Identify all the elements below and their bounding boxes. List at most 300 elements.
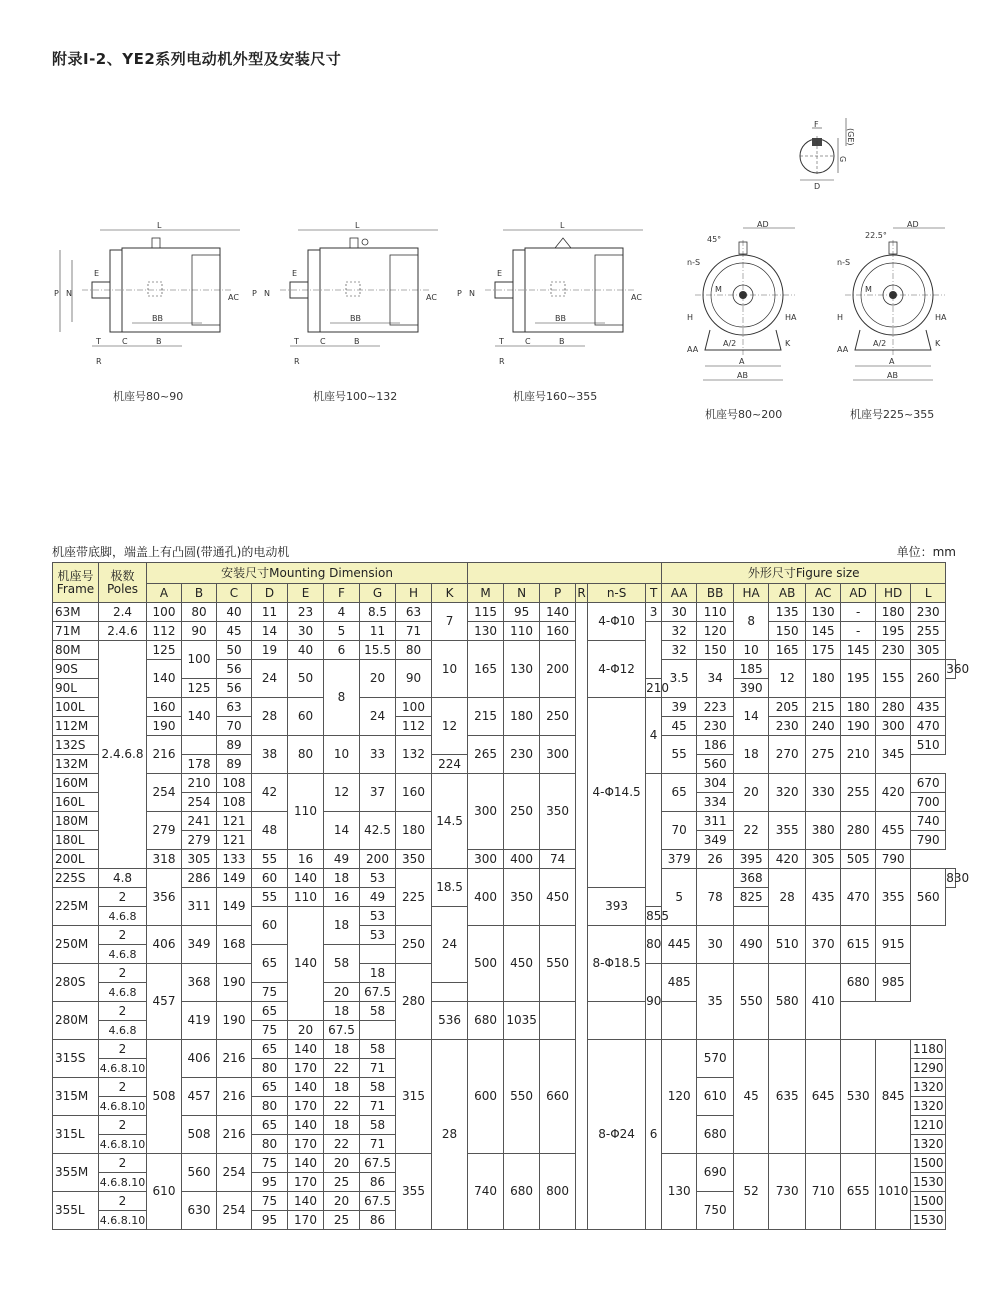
table-cell: 112: [147, 622, 182, 641]
table-cell: 400: [468, 869, 504, 926]
table-cell: 210: [841, 736, 876, 774]
front-view-diagram-225-355: [835, 220, 955, 390]
table-cell: 536: [432, 1002, 468, 1040]
table-cell: 2: [99, 964, 147, 983]
table-cell: 58: [360, 1002, 396, 1021]
table-cell: 530: [841, 1040, 876, 1154]
table-cell: 470: [911, 717, 946, 736]
table-cell: 260: [911, 660, 946, 698]
label-ge: (GE): [846, 128, 855, 146]
table-cell: 140: [288, 1154, 324, 1173]
table-cell: 165: [468, 641, 504, 698]
table-cell: 63: [217, 698, 252, 717]
table-cell: 20: [288, 1021, 324, 1040]
table-cell: 67.5: [324, 1021, 360, 1040]
table-cell: 130: [504, 641, 540, 698]
table-cell: 71: [360, 1097, 396, 1116]
header-col-r: R: [576, 584, 588, 603]
table-cell: 355L: [53, 1192, 99, 1230]
table-cell: 318: [147, 850, 182, 869]
table-cell: 67.5: [360, 1154, 396, 1173]
table-cell: 2.4: [99, 603, 147, 622]
table-cell: 170: [288, 1211, 324, 1230]
table-cell: 108: [217, 774, 252, 793]
table-cell: 560: [697, 755, 734, 774]
table-cell: 28: [432, 1040, 468, 1230]
table-row: [53, 698, 956, 717]
table-cell: 33: [360, 736, 396, 774]
table-cell: 160M: [53, 774, 99, 793]
table-cell: 8: [324, 660, 360, 736]
table-cell: 1530: [911, 1173, 946, 1192]
table-cell: 28: [252, 698, 288, 736]
table-cell: 80: [396, 641, 432, 660]
table-cell: 150: [769, 622, 806, 641]
table-cell: 63M: [53, 603, 99, 622]
table-cell: 4.8: [99, 869, 147, 888]
table-cell: 655: [841, 1154, 876, 1230]
label-c: C: [320, 337, 326, 346]
table-cell: 71: [360, 1059, 396, 1078]
table-cell: 53: [360, 907, 396, 926]
table-cell: 18.5: [432, 869, 468, 907]
table-cell: 580: [769, 964, 806, 1040]
table-cell: 350: [540, 774, 576, 850]
table-cell: 89: [217, 755, 252, 774]
header-col-l: L: [911, 584, 946, 603]
table-cell: 4: [646, 698, 662, 774]
header-frame: 机座号 Frame: [53, 563, 99, 603]
table-cell: 680: [468, 1002, 504, 1040]
table-cell: 30: [662, 603, 697, 622]
table-cell: 190: [217, 1002, 252, 1040]
table-cell: 550: [504, 1040, 540, 1154]
table-cell: 80: [182, 603, 217, 622]
table-cell: 58: [360, 1040, 396, 1059]
table-cell: 60: [288, 698, 324, 736]
table-cell: 110: [288, 888, 324, 907]
table-cell: 110: [504, 622, 540, 641]
table-cell: 130: [662, 1154, 697, 1230]
table-cell: 130: [806, 603, 841, 622]
table-cell: 180: [396, 812, 432, 850]
table-cell: 20: [324, 983, 360, 1002]
table-cell: 149: [217, 869, 252, 888]
table-cell: 56: [217, 679, 252, 698]
table-cell: 20: [324, 1192, 360, 1211]
table-cell: 355: [769, 812, 806, 850]
table-cell: 255: [841, 774, 876, 812]
table-cell: 360: [946, 660, 956, 679]
table-cell: 20: [734, 774, 769, 812]
table-cell: 60: [252, 869, 288, 888]
table-cell: 320: [769, 774, 806, 812]
table-cell: 1035: [504, 1002, 540, 1040]
table-cell: 32: [662, 641, 697, 660]
table-row: [53, 603, 956, 622]
table-cell: 165: [769, 641, 806, 660]
table-cell: 160: [396, 774, 432, 812]
table-cell: 230: [876, 641, 911, 660]
table-cell: 195: [876, 622, 911, 641]
table-cell: 395: [734, 850, 769, 869]
header-col-m: M: [468, 584, 504, 603]
table-cell: 45: [662, 717, 697, 736]
label-b: B: [559, 337, 565, 346]
table-cell: 135: [769, 603, 806, 622]
table-cell: 71M: [53, 622, 99, 641]
header-col-bb: BB: [697, 584, 734, 603]
header-row: [53, 584, 956, 603]
table-cell: 200: [360, 850, 396, 869]
table-cell: 225S: [53, 869, 99, 888]
label-d: D: [814, 182, 821, 191]
table-cell: 455: [876, 812, 911, 850]
table-cell: 280: [876, 698, 911, 717]
header-col-g: G: [360, 584, 396, 603]
table-cell: 305: [806, 850, 841, 869]
table-cell: 406: [182, 1040, 217, 1078]
table-row: [53, 1040, 956, 1059]
table-cell: 680: [697, 1116, 734, 1154]
table-cell: 205: [769, 698, 806, 717]
table-cell: 1210: [911, 1116, 946, 1135]
table-cell: 2.4.6.8: [99, 641, 147, 869]
header-col-n: N: [504, 584, 540, 603]
table-cell: 845: [876, 1040, 911, 1154]
header-col-t: T: [646, 584, 662, 603]
table-cell: 140: [182, 698, 217, 736]
table-cell: 4.6.8.10: [99, 1097, 147, 1116]
table-cell: 74: [540, 850, 576, 869]
table-cell: 140: [147, 660, 182, 698]
table-cell: 2: [99, 1192, 147, 1211]
table-cell: 230: [504, 736, 540, 774]
header-col-h: H: [396, 584, 432, 603]
table-cell: 406: [147, 926, 182, 964]
table-cell: 379: [662, 850, 697, 869]
table-cell: 90L: [53, 679, 99, 698]
label-m: M: [715, 285, 722, 294]
table-cell: 14: [252, 622, 288, 641]
table-cell: 112M: [53, 717, 99, 736]
table-cell: 730: [769, 1154, 806, 1230]
label-c: C: [525, 337, 531, 346]
table-cell: 108: [217, 793, 252, 812]
label-r: R: [96, 357, 102, 366]
label-a-half: A/2: [723, 339, 737, 348]
table-cell: 180: [876, 603, 911, 622]
table-cell: 132: [396, 736, 432, 774]
table-cell: 265: [468, 736, 504, 774]
table-cell: 52: [734, 1154, 769, 1230]
table-cell: 370: [806, 926, 841, 964]
table-cell: 2: [99, 888, 147, 907]
table-cell: 80: [288, 736, 324, 774]
table-cell: 680: [841, 964, 876, 1002]
table-cell: 4-Φ14.5: [588, 698, 646, 888]
table-cell: 510: [911, 736, 946, 755]
table-cell: 24: [360, 698, 396, 736]
table-cell: 2: [99, 926, 147, 945]
side-view-diagram-80-90: [52, 220, 237, 370]
table-cell: 186: [697, 736, 734, 755]
table-cell: 250: [504, 774, 540, 850]
label-n: N: [264, 289, 270, 298]
table-cell: 241: [182, 812, 217, 831]
table-row: [53, 641, 956, 660]
table-cell: 133: [217, 850, 252, 869]
caption-frame-225-355: 机座号225~355: [850, 408, 935, 421]
table-cell: 80: [252, 1097, 288, 1116]
table-cell: 255: [911, 622, 946, 641]
table-cell: 12: [432, 698, 468, 755]
header-col-aa: AA: [662, 584, 697, 603]
table-cell: 56: [217, 660, 252, 679]
table-cell: 4.6.8: [99, 945, 147, 964]
table-cell: 380: [806, 812, 841, 850]
table-cell: 740: [468, 1154, 504, 1230]
table-cell: 140: [288, 869, 324, 888]
table-cell: 450: [540, 869, 576, 926]
table-cell: 200: [540, 641, 576, 698]
shaft-detail-diagram: [790, 118, 860, 193]
table-cell: 65: [662, 774, 697, 812]
header-col-k: K: [432, 584, 468, 603]
table-cell: 4.6.8.10: [99, 1135, 147, 1154]
table-cell: 125: [147, 641, 182, 660]
table-cell: 140: [288, 907, 324, 1021]
header-col-e: E: [288, 584, 324, 603]
table-cell: 254: [217, 1154, 252, 1192]
table-cell: 6: [324, 641, 360, 660]
label-c: C: [122, 337, 128, 346]
header-col-hd: HD: [876, 584, 911, 603]
table-cell: 100: [396, 698, 432, 717]
table-cell: 65: [252, 1040, 288, 1059]
label-bb: BB: [152, 314, 163, 323]
table-cell: 254: [217, 1192, 252, 1230]
label-bb: BB: [350, 314, 361, 323]
table-cell: 1500: [911, 1192, 946, 1211]
table-row: [53, 622, 956, 641]
table-cell: 180: [841, 698, 876, 717]
table-cell: 825: [734, 888, 769, 907]
table-cell: 38: [252, 736, 288, 774]
table-cell: 190: [217, 964, 252, 1002]
table-cell: 78: [697, 869, 734, 926]
table-cell: 5: [324, 622, 360, 641]
table-cell: 740: [911, 812, 946, 831]
label-e: E: [292, 269, 298, 278]
table-row: [53, 1154, 956, 1173]
table-cell: [576, 603, 588, 1230]
label-l: L: [157, 221, 162, 230]
table-cell: 223: [697, 698, 734, 717]
table-cell: 250M: [53, 926, 99, 964]
front-view-diagram-80-200: [685, 220, 805, 390]
table-cell: 175: [806, 641, 841, 660]
table-cell: 2: [99, 1040, 147, 1059]
table-cell: 180: [504, 698, 540, 736]
table-cell: 80: [646, 926, 662, 964]
table-cell: 356: [147, 869, 182, 926]
table-cell: 216: [147, 736, 182, 774]
table-cell: 279: [147, 812, 182, 850]
table-cell: 2: [99, 1002, 147, 1021]
table-cell: 22: [734, 812, 769, 850]
table-cell: 830: [946, 869, 956, 888]
table-cell: 39: [662, 698, 697, 717]
table-cell: 53: [360, 926, 396, 945]
label-b: B: [354, 337, 360, 346]
header-col-f: F: [324, 584, 360, 603]
table-cell: 500: [468, 926, 504, 1002]
table-cell: 4: [324, 603, 360, 622]
table-cell: 115: [468, 603, 504, 622]
table-cell: 195: [841, 660, 876, 698]
table-cell: 315L: [53, 1116, 99, 1154]
table-cell: 185: [734, 660, 769, 679]
table-cell: 42.5: [360, 812, 396, 850]
label-ha: HA: [935, 313, 947, 322]
table-cell: 40: [288, 641, 324, 660]
table-cell: 490: [734, 926, 769, 964]
table-cell: 178: [182, 755, 217, 774]
table-cell: 86: [360, 1211, 396, 1230]
table-cell: 315M: [53, 1078, 99, 1116]
table-cell: 14.5: [432, 774, 468, 869]
table-cell: 224: [432, 755, 468, 774]
table-cell: 18: [324, 1002, 360, 1021]
table-cell: 250: [396, 926, 432, 964]
table-cell: 110: [697, 603, 734, 622]
table-cell: 610: [147, 1154, 182, 1230]
table-cell: 120: [697, 622, 734, 641]
table-cell: 445: [662, 926, 697, 964]
table-cell: 180: [806, 660, 841, 698]
table-cell: 18: [324, 1116, 360, 1135]
table-cell: 215: [468, 698, 504, 736]
table-cell: 315: [396, 1040, 432, 1154]
label-r: R: [294, 357, 300, 366]
table-cell: 349: [182, 926, 217, 964]
table-cell: 24: [252, 660, 288, 698]
table-cell: 7: [432, 603, 468, 641]
table-cell: 210: [182, 774, 217, 793]
table-cell: 168: [217, 926, 252, 964]
table-cell: 58: [360, 1078, 396, 1097]
table-cell: 48: [252, 812, 288, 850]
table-row: [53, 869, 956, 888]
table-cell: 55: [252, 850, 288, 869]
table-cell: 419: [182, 1002, 217, 1040]
table-cell: 25: [324, 1211, 360, 1230]
table-cell: 216: [217, 1116, 252, 1154]
table-cell: 18: [360, 964, 396, 983]
table-cell: 18: [324, 1040, 360, 1059]
table-row: [53, 774, 956, 793]
header-mounting: 安装尺寸Mounting Dimension: [147, 563, 468, 584]
label-l: L: [560, 221, 565, 230]
table-cell: 2: [99, 1154, 147, 1173]
table-cell: 8: [734, 603, 769, 641]
label-ha: HA: [785, 313, 797, 322]
table-cell: 275: [806, 736, 841, 774]
label-a: A: [739, 357, 745, 366]
label-ad: AD: [907, 220, 919, 229]
table-cell: 190: [841, 717, 876, 736]
table-cell: 3: [646, 603, 662, 622]
table-cell: 49: [360, 888, 396, 907]
table-cell: 150: [697, 641, 734, 660]
header-col-ac: AC: [806, 584, 841, 603]
table-row: [53, 736, 956, 755]
table-cell: 86: [360, 1173, 396, 1192]
table-cell: 50: [217, 641, 252, 660]
table-cell: 25: [324, 1173, 360, 1192]
table-cell: 570: [697, 1040, 734, 1078]
table-cell: 140: [288, 1078, 324, 1097]
table-cell: 42: [252, 774, 288, 812]
header-col-ad: AD: [841, 584, 876, 603]
table-cell: 4.6.8.10: [99, 1173, 147, 1192]
label-aa: AA: [837, 345, 849, 354]
table-row: [53, 850, 956, 869]
table-cell: 5: [662, 869, 697, 926]
table-cell: 334: [697, 793, 734, 812]
table-cell: 95: [252, 1211, 288, 1230]
table-cell: 125: [182, 679, 217, 698]
table-cell: 457: [147, 964, 182, 1040]
table-cell: [182, 736, 217, 755]
table-cell: 14: [734, 698, 769, 736]
table-cell: 210: [646, 679, 662, 698]
table-cell: 400: [504, 850, 540, 869]
label-p: P: [252, 289, 257, 298]
label-p: P: [457, 289, 462, 298]
table-cell: 2: [99, 1116, 147, 1135]
table-cell: 311: [697, 812, 734, 831]
table-cell: 19: [252, 641, 288, 660]
table-cell: 55: [252, 888, 288, 907]
label-22-5deg: 22.5°: [865, 231, 887, 240]
caption-frame-80-90: 机座号80~90: [113, 390, 184, 403]
table-cell: 1500: [911, 1154, 946, 1173]
table-cell: 215: [806, 698, 841, 717]
table-cell: 180M: [53, 812, 99, 831]
table-cell: 18: [734, 736, 769, 774]
label-ac: AC: [631, 293, 642, 302]
table-cell: 4-Φ10: [588, 603, 646, 641]
table-cell: 270: [769, 736, 806, 774]
table-cell: 70: [217, 717, 252, 736]
header-col-d: D: [252, 584, 288, 603]
table-cell: 1010: [876, 1154, 911, 1230]
table-row: [53, 926, 956, 945]
label-a: A: [889, 357, 895, 366]
table-cell: 615: [841, 926, 876, 964]
table-cell: 390: [734, 679, 769, 698]
table-cell: 435: [806, 869, 841, 926]
table-cell: 690: [697, 1154, 734, 1192]
table-cell: 65: [252, 1002, 288, 1021]
table-cell: 550: [734, 964, 769, 1040]
table-cell: 37: [360, 774, 396, 812]
table-cell: 368: [182, 964, 217, 1002]
table-cell: 4.6.8.10: [99, 1059, 147, 1078]
table-cell: 22: [324, 1059, 360, 1078]
